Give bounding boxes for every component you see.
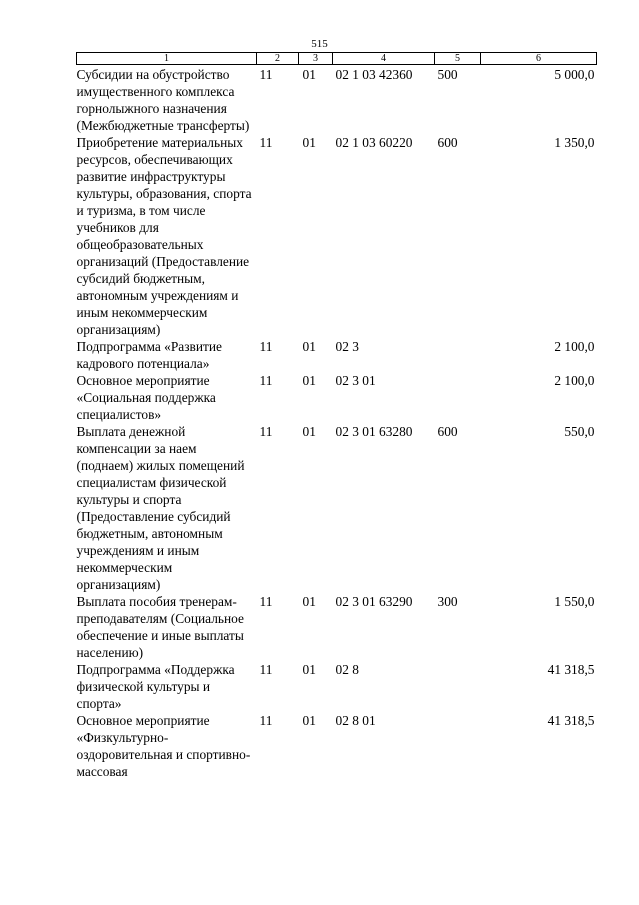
row-amount: 2 100,0: [554, 339, 595, 354]
row-section: 11: [259, 373, 273, 388]
row-name: Приобретение материальных ресурсов, обеспечивающих развитие инфраструктуры культуры, образования, спорта и туризма, в том числе учебников для общеобразовательных организаций (Предоставление субсидий бюджетным, автономным учреждениям и иным некоммерческим организациям): [76, 135, 252, 337]
row-amount: 2 100,0: [554, 373, 595, 388]
row-amount: 1 350,0: [554, 135, 595, 150]
table-row: [77, 338, 597, 372]
row-section: 11: [259, 424, 273, 439]
row-section: 11: [259, 713, 273, 728]
row-expense-type: 300: [437, 594, 458, 609]
row-expense-type: 600: [437, 424, 458, 439]
row-name: Выплата денежной компенсации за наем (поднаем) жилых помещений специалистам физической культуры и спорта (Предоставление субсидий бюджетным, автономным учреждениям и иным некоммерческим организациям): [76, 424, 245, 592]
budget-table: [76, 52, 597, 780]
row-subsection: 01: [302, 373, 316, 388]
column-header-5: 5: [435, 53, 481, 65]
table-header: [77, 53, 597, 65]
row-section: 11: [259, 662, 273, 677]
row-target-code: 02 1 03 60220: [335, 135, 413, 150]
header-row: [77, 53, 597, 65]
row-target-code: 02 8: [335, 662, 359, 677]
row-subsection: 01: [302, 135, 316, 150]
row-subsection: 01: [302, 662, 316, 677]
page-number: 515: [311, 38, 328, 50]
row-subsection: 01: [302, 424, 316, 439]
column-header-2: 2: [257, 53, 299, 65]
row-target-code: 02 3 01 63290: [335, 594, 413, 609]
row-expense-type: [435, 712, 481, 780]
row-amount: 550,0: [564, 424, 595, 439]
row-amount: 41 318,5: [547, 713, 595, 728]
row-expense-type: [435, 661, 481, 712]
row-target-code: 02 1 03 42360: [335, 67, 413, 82]
row-section: 11: [259, 135, 273, 150]
row-section: 11: [259, 339, 273, 354]
column-header-4: 4: [333, 53, 435, 65]
table-row: [77, 66, 597, 134]
row-name: Выплата пособия тренерам-преподавателям (Социальное обеспечение и иные выплаты населению): [76, 594, 244, 660]
row-section: 11: [259, 594, 273, 609]
row-subsection: 01: [302, 594, 316, 609]
row-target-code: 02 3 01: [335, 373, 376, 388]
row-target-code: 02 3 01 63280: [335, 424, 413, 439]
row-name: Основное мероприятие «Физкультурно-оздоровительная и спортивно-массовая: [76, 713, 251, 779]
row-name: Подпрограмма «Поддержка физической культуры и спорта»: [76, 662, 235, 711]
row-expense-type: [435, 338, 481, 372]
row-subsection: 01: [302, 67, 316, 82]
column-header-1: 1: [77, 53, 257, 65]
table-row: [77, 372, 597, 423]
row-section: 11: [259, 67, 273, 82]
table-row: [77, 134, 597, 338]
table-body: [77, 65, 597, 781]
row-subsection: 01: [302, 713, 316, 728]
table-row: [77, 661, 597, 712]
row-expense-type: 600: [437, 135, 458, 150]
row-target-code: 02 3: [335, 339, 359, 354]
row-name: Субсидии на обустройство имущественного комплекса горнолыжного назначения (Межбюджетные трансферты): [76, 67, 250, 133]
table-row: [77, 712, 597, 780]
column-header-6: 6: [481, 53, 597, 65]
row-amount: 1 550,0: [554, 594, 595, 609]
row-target-code: 02 8 01: [335, 713, 376, 728]
table-row: [77, 423, 597, 593]
row-name: Основное мероприятие «Социальная поддержка специалистов»: [76, 373, 216, 422]
row-amount: 41 318,5: [547, 662, 595, 677]
column-header-3: 3: [299, 53, 333, 65]
row-name: Подпрограмма «Развитие кадрового потенциала»: [76, 339, 222, 371]
row-expense-type: 500: [437, 67, 458, 82]
table-row: [77, 593, 597, 661]
row-subsection: 01: [302, 339, 316, 354]
row-expense-type: [435, 372, 481, 423]
row-amount: 5 000,0: [554, 67, 595, 82]
